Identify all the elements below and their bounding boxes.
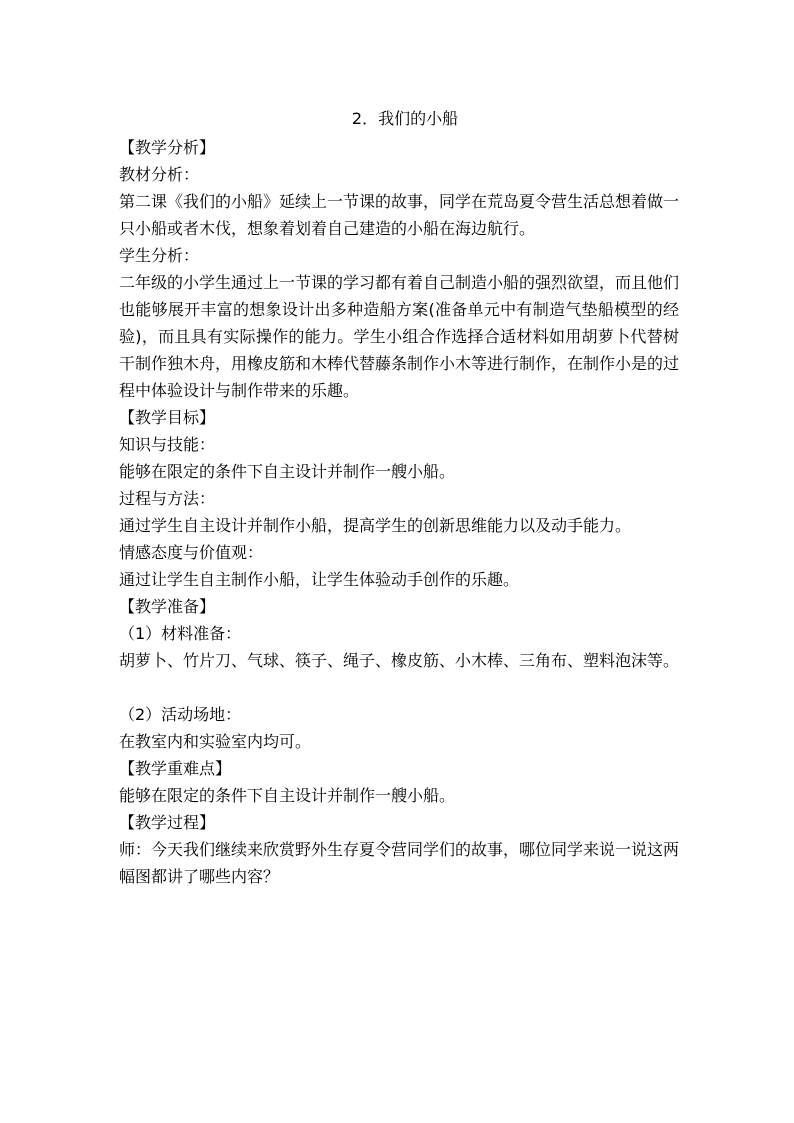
material-analysis-text: 第二课《我们的小船》延续上一节课的故事，同学在荒岛夏令营生活总想着做一只小船或者木伐，想象着划着自己建造的小船在海边航行。: [119, 192, 680, 238]
knowledge-skills-text: 能够在限定的条件下自主设计并制作一艘小船。: [119, 462, 456, 481]
section-heading-key-points: 【教学重难点】: [119, 759, 232, 778]
key-points-text: 能够在限定的条件下自主设计并制作一艘小船。: [119, 786, 456, 805]
blank-line: [119, 674, 679, 701]
document-title: 2．我们的小船: [351, 109, 459, 128]
process-methods-text: 通过学生自主设计并制作小船，提高学生的创新思维能力以及动手能力。: [119, 516, 632, 535]
materials-prep-label: （1）材料准备：: [119, 624, 242, 643]
student-analysis-text: 二年级的小学生通过上一节课的学习都有着自己制造小船的强烈欲望，而且他们也能够展开丰富的想象设计出多种造船方案(准备单元中有制造气垫船模型的经验)，而且具有实际操作的能力。学生小组合作选择合适材料如用胡萝卜代替树干制作独木舟，用橡皮筋和木棒代替藤条制作小木等进行制作，在制作小是的过程中体验设计与制作带来的乐趣。: [119, 273, 680, 400]
student-analysis-label: 学生分析：: [119, 246, 200, 265]
venue-text: 在教室内和实验室内均可。: [119, 732, 312, 751]
materials-prep-text: 胡萝卜、竹片刀、气球、筷子、绳子、橡皮筋、小木棒、三角布、塑料泡沫等。: [119, 651, 680, 670]
knowledge-skills-label: 知识与技能：: [119, 435, 216, 454]
emotion-values-text: 通过让学生自主制作小船，让学生体验动手创作的乐趣。: [119, 570, 520, 589]
section-heading-preparation: 【教学准备】: [119, 597, 216, 616]
section-heading-goals: 【教学目标】: [119, 408, 216, 427]
material-analysis-label: 教材分析：: [119, 165, 200, 184]
section-heading-analysis: 【教学分析】: [119, 138, 216, 157]
process-methods-label: 过程与方法：: [119, 489, 216, 508]
section-heading-teaching-process: 【教学过程】: [119, 813, 216, 832]
teacher-speech-text: 师：今天我们继续来欣赏野外生存夏令营同学们的故事，哪位同学来说一说这两幅图都讲了哪些内容？: [119, 840, 680, 886]
emotion-values-label: 情感态度与价值观：: [119, 543, 264, 562]
document-content: [119, 104, 679, 890]
venue-label: （2）活动场地：: [119, 705, 242, 724]
